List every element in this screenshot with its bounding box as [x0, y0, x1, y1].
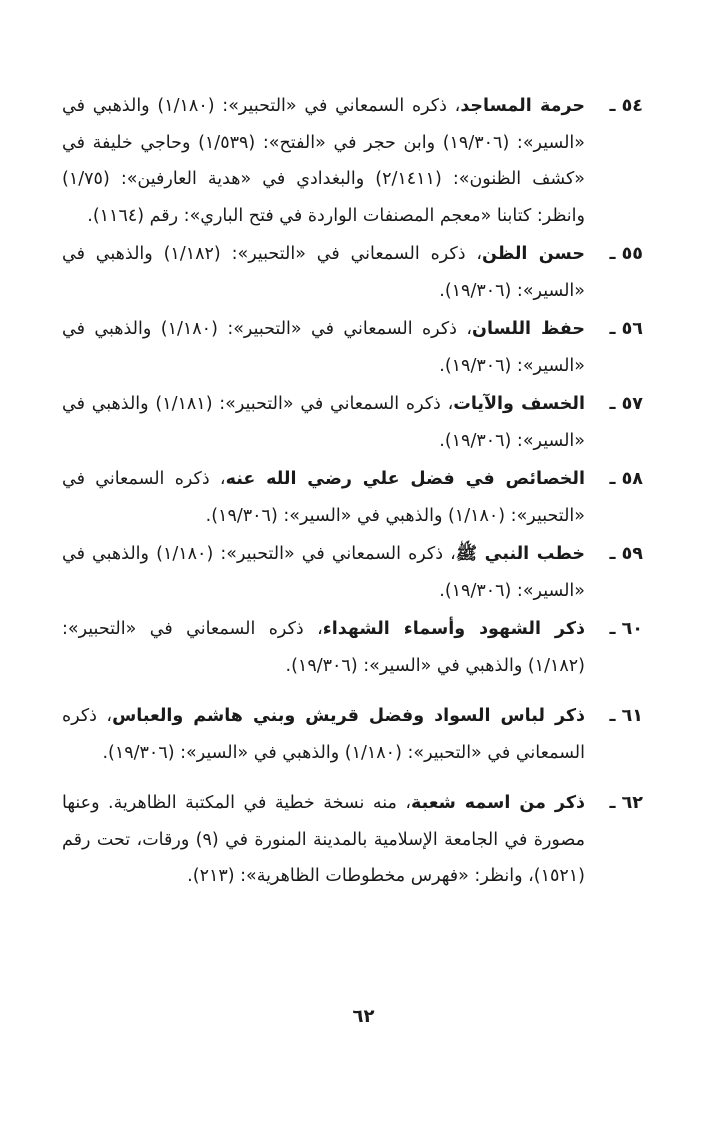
entry-title: حسن الظن: [482, 244, 585, 264]
entry-title: حرمة المساجد: [460, 96, 585, 116]
entry-57: [62, 386, 643, 459]
entry-number: ٥٤ ـ: [609, 96, 643, 116]
entry-text: ، ذكره السمعاني في «التحبير»: (١/١٨٠) والذهبي في «السير»: (١٩/٣٠٦).: [62, 706, 585, 763]
entry-number: ٥٩ ـ: [609, 544, 643, 564]
entry-58: [62, 461, 643, 534]
entry-title: ذكر الشهود وأسماء الشهداء: [322, 619, 585, 639]
entry-title: خطب النبي ﷺ: [455, 544, 585, 564]
entry-59: [62, 536, 643, 609]
entry-title: ذكر من اسمه شعبة: [410, 793, 585, 813]
entry-text: ، ذكره السمعاني في «التحبير»: (١/١٨٢) والذهبي في «السير»: (١٩/٣٠٦).: [62, 244, 585, 301]
entry-number: ٥٧ ـ: [609, 394, 643, 414]
entry-number: ٥٨ ـ: [609, 469, 643, 489]
entry-number: ٥٦ ـ: [609, 319, 643, 339]
entry-title: حفظ اللسان: [472, 319, 585, 339]
entry-title: ذكر لباس السواد وفضل قريش وبني هاشم والعباس: [112, 706, 585, 726]
entry-text: ، ذكره السمعاني في «التحبير»: (١/١٨٠) والذهبي في «السير»: (١٩/٣٠٦).: [62, 469, 585, 526]
entry-54: [62, 88, 643, 234]
entry-text: ، منه نسخة خطية في المكتبة الظاهرية. وعنها مصورة في الجامعة الإسلامية بالمدينة المنورة في (٩) ورقات، تحت رقم (١٥٢١)، وانظر: «فهرس مخطوطات الظاهرية»: (٢١٣).: [62, 793, 585, 886]
entry-number: ٥٥ ـ: [609, 244, 643, 264]
entry-56: [62, 311, 643, 384]
entry-title: الخصائص في فضل علي رضي الله عنه: [225, 469, 585, 489]
entry-60: [62, 611, 643, 684]
entry-number: ٦١ ـ: [609, 706, 643, 726]
entry-number: ٦٠ ـ: [609, 619, 643, 639]
entry-text: ، ذكره السمعاني في «التحبير»: (١/١٨٠) والذهبي في «السير»: (١٩/٣٠٦).: [62, 319, 585, 376]
entry-text: ، ذكره السمعاني في «التحبير»: (١/١٨٢) والذهبي في «السير»: (١٩/٣٠٦).: [62, 619, 585, 676]
entry-55: [62, 236, 643, 309]
entry-62: [62, 785, 643, 895]
entry-number: ٦٢ ـ: [609, 793, 643, 813]
page-number: ٦٢: [352, 1006, 375, 1027]
entry-text: ، ذكره السمعاني في «التحبير»: (١/١٨٠) والذهبي في «السير»: (١٩/٣٠٦).: [62, 544, 585, 601]
entry-text: ، ذكره السمعاني في «التحبير»: (١/١٨١) والذهبي في «السير»: (١٩/٣٠٦).: [62, 394, 585, 451]
entry-61: [62, 698, 643, 771]
entry-text: ، ذكره السمعاني في «التحبير»: (١/١٨٠) والذهبي في «السير»: (١٩/٣٠٦) وابن حجر في «الفتح»: (١/٥٣٩) وحاجي خليفة في «كشف الظنون»: (٢/١٤١١) والبغدادي في «هدية العارفين»: (١/٧٥) وانظر: كتابنا «معجم المصنفات الواردة في فتح الباري»: رقم (١١٦٤).: [62, 96, 585, 226]
entry-title: الخسف والآيات: [453, 394, 585, 414]
